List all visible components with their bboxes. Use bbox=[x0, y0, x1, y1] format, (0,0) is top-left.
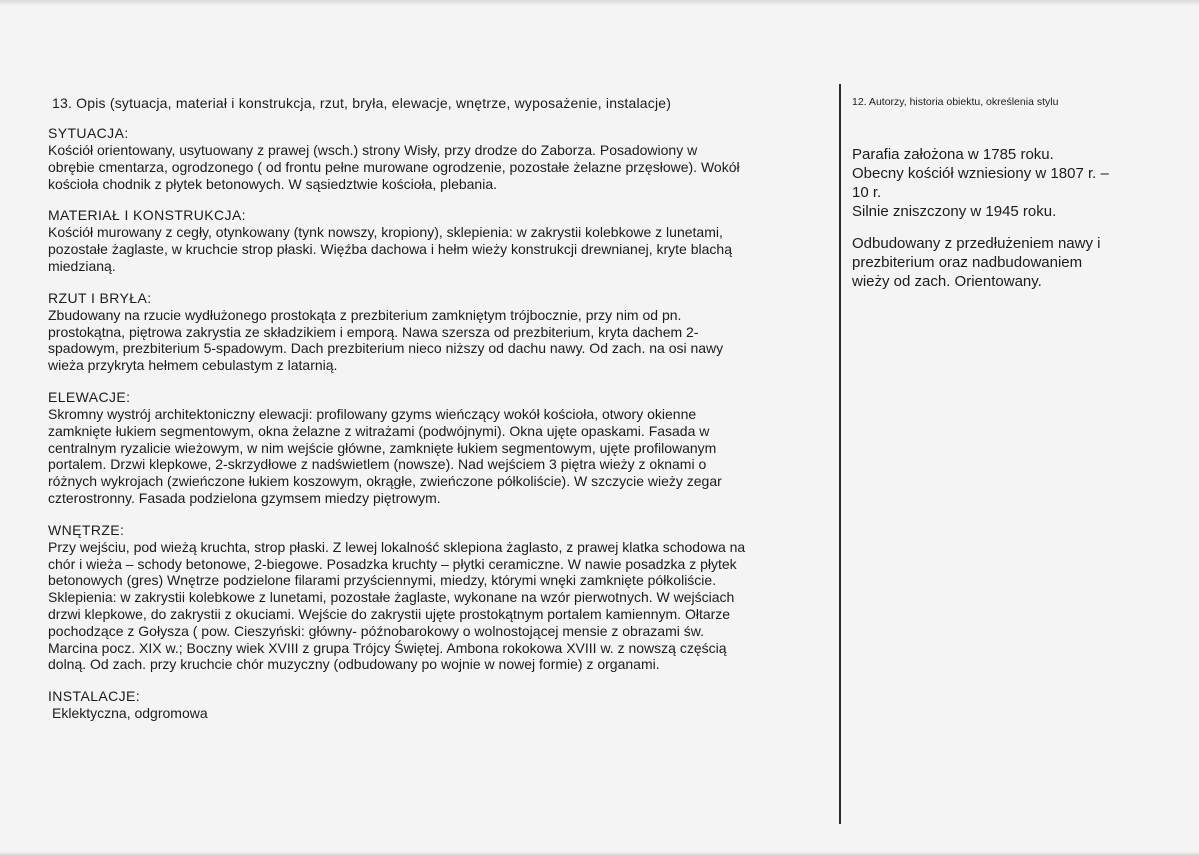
history-line: prezbiterium oraz nadbudowaniem bbox=[852, 254, 1083, 271]
text-line: obrębie cmentarza, ogrodzonego ( od frontu pełne murowane ogrodzenie, pozostałe żelazne przęsłowe). Wokół bbox=[48, 158, 740, 175]
history-column bbox=[852, 95, 1192, 291]
section-title: SYTUACJA: bbox=[48, 125, 129, 141]
history-line: Obecny kościół wzniesiony w 1807 r. – bbox=[852, 165, 1109, 182]
text-line: zamknięte łukiem segmentowym, okna żelazne z witrażami (podwójnymi). Okna ujęte opaskami. Fasada w bbox=[48, 422, 710, 439]
scan-bottom-edge bbox=[0, 852, 1199, 856]
text-line: Kościół murowany z cegły, otynkowany (tynk nowszy, kropiony), sklepienia: w zakrystii kolebkowe z lunetami, bbox=[48, 224, 723, 241]
paragraph-gap bbox=[852, 221, 1192, 234]
section-rzut bbox=[48, 289, 838, 374]
section-material bbox=[48, 206, 838, 274]
text-line: drzwi klepkowe, do zakrystii z okuciami. Wejście do zakrystii ujęte prostokątnym portalem kamiennym. Ołtarze bbox=[48, 605, 731, 622]
text-line: dolną. Od zach. przy kruchcie chór muzyczny (odbudowany po wojnie w nowej formie) z organami. bbox=[48, 656, 660, 673]
history-line: Parafia założona w 1785 roku. bbox=[852, 146, 1054, 163]
text-line: Marcina pocz. XIX w.; Boczny wiek XVIII z grupa Trójcy Świętej. Ambona rokokowa XVIII w. z nowszą częścią bbox=[48, 639, 727, 656]
description-column bbox=[48, 94, 838, 722]
text-line: portalem. Drzwi klepkowe, 2-skrzydłowe z nadświetlem (nowsze). Nad wejściem 3 piętra wieży z oknami o bbox=[48, 456, 707, 473]
text-line: pozostałe żaglaste, w kruchcie strop płaski. Więźba dachowa i hełm wieży konstrukcji drewnianej, kryte blachą bbox=[48, 241, 732, 258]
section-elewacje bbox=[48, 388, 838, 507]
section-title: ELEWACJE: bbox=[48, 388, 131, 405]
scan-top-edge bbox=[0, 0, 1199, 6]
section-title: MATERIAŁ I KONSTRUKCJA: bbox=[48, 207, 246, 224]
text-line: centralnym ryzalicie wieżowym, w nim wejście główne, zamknięte łukiem segmentowym, ujęte profilowanym bbox=[48, 439, 717, 456]
text-line: Zbudowany na rzucie wydłużonego prostokąta z prezbiterium zamkniętym trójbocznie, przy nim od pn. bbox=[48, 306, 682, 323]
text-line: Sklepienia: w zakrystii kolebkowe z lunetami, pozostałe żaglaste, wykonane na wzór pierwotnych. W wejściach bbox=[48, 589, 735, 606]
history-line: Odbudowany z przedłużeniem nawy i bbox=[852, 235, 1101, 252]
section-title: INSTALACJE: bbox=[48, 688, 141, 705]
section-title: RZUT I BRYŁA: bbox=[48, 289, 152, 306]
text-line: kościoła chodnik z płytek betonowych. W sąsiedztwie kościoła, plebania. bbox=[48, 175, 498, 192]
text-line: Przy wejściu, pod wieżą kruchta, strop płaski. Z lewej lokalność sklepiona żaglasto, z prawej klatka schodowa na bbox=[48, 538, 746, 555]
text-line: Kościół orientowany, usytuowany z prawej (wsch.) strony Wisły, przy drodze do Zaborza. Posadowiony w bbox=[48, 142, 698, 158]
text-line: czterostronny. Fasada podzielona gzymsem miedzy piętrowym. bbox=[48, 489, 441, 506]
text-line: betonowych (gres) Wnętrze podzielone filarami przyściennymi, miedzy, którymi wnęki zamknięte półkoliście. bbox=[48, 572, 717, 589]
text-line: różnych wykrojach (zwieńczone łukiem koszowym, okrągłe, zwieńczone półkoliście). W szczycie wieży zegar bbox=[48, 473, 722, 490]
history-heading: 12. Autorzy, historia obiektu, określenia stylu bbox=[852, 96, 1059, 108]
section-sytuacja bbox=[48, 124, 838, 192]
history-line: Silnie zniszczony w 1945 roku. bbox=[852, 203, 1057, 220]
column-divider bbox=[839, 84, 841, 824]
text-line: wieża przykryta hełmem cebulastym z latarnią. bbox=[48, 357, 338, 374]
section-instalacje bbox=[48, 687, 838, 722]
text-line: chór i wieża – schody betonowe, 2-biegowe. Posadzka kruchty – płytki ceramiczne. W nawie posadzka z płytek bbox=[48, 555, 737, 572]
text-line: spadowym, prezbiterium 5-spadowym. Dach prezbiterium nieco niższy od dachu nawy. Od zach. na osi nawy bbox=[48, 340, 724, 357]
text-line: Skromny wystrój architektoniczny elewacji: profilowany gzyms wieńczący wokół kościoła, otwory okienne bbox=[48, 405, 697, 422]
section-title: WNĘTRZE: bbox=[48, 521, 125, 538]
history-line: wieży od zach. Orientowany. bbox=[852, 273, 1042, 290]
description-heading: 13. Opis (sytuacja, materiał i konstrukcja, rzut, bryła, elewacje, wnętrze, wyposażenie, instalacje) bbox=[52, 95, 672, 111]
text-line: Eklektyczna, odgromowa bbox=[52, 705, 208, 722]
text-line: miedzianą. bbox=[48, 257, 116, 274]
section-wnetrze bbox=[48, 521, 838, 673]
history-line: 10 r. bbox=[852, 184, 882, 201]
text-line: pochodzące z Gołysza ( pow. Cieszyński: główny- późnobarokowy o wolnostojącej mensie z obrazami św. bbox=[48, 622, 704, 639]
text-line: prostokątna, piętrowa zakrystia ze składzikiem i emporą. Nawa szersza od prezbiterium, kryta dachem 2- bbox=[48, 323, 699, 340]
